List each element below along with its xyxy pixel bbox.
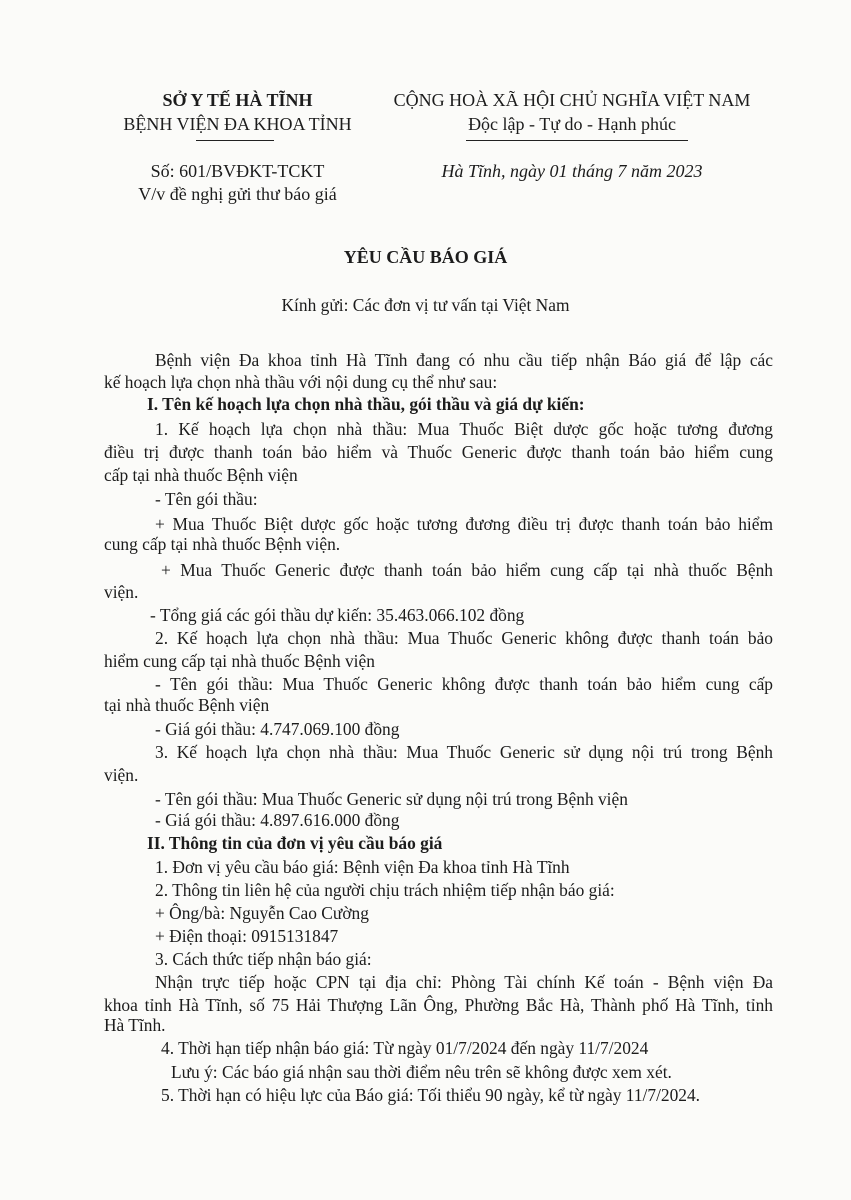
nation-title: CỘNG HOÀ XÃ HỘI CHỦ NGHĨA VIỆT NAM bbox=[393, 90, 751, 110]
document-date: Hà Tĩnh, ngày 01 tháng 7 năm 2023 bbox=[441, 161, 703, 181]
body-line: kế hoạch lựa chọn nhà thầu với nội dung cụ thể như sau: bbox=[104, 372, 498, 392]
body-line: 4. Thời hạn tiếp nhận báo giá: Từ ngày 01/7/2024 đến ngày 11/7/2024 bbox=[161, 1038, 649, 1058]
body-line: hiểm cung cấp tại nhà thuốc Bệnh viện bbox=[104, 651, 375, 671]
body-line: viện. bbox=[104, 582, 139, 602]
org-line-2: BỆNH VIỆN ĐA KHOA TỈNH bbox=[123, 114, 352, 134]
body-line: 1. Đơn vị yêu cầu báo giá: Bệnh viện Đa khoa tỉnh Hà Tĩnh bbox=[155, 857, 570, 877]
body-line: - Giá gói thầu: 4.747.069.100 đồng bbox=[155, 719, 400, 739]
body-line: 2. Thông tin liên hệ của người chịu trách nhiệm tiếp nhận báo giá: bbox=[155, 880, 615, 900]
document-title: YÊU CẦU BÁO GIÁ bbox=[343, 247, 508, 267]
body-line: Bệnh viện Đa khoa tỉnh Hà Tĩnh đang có nhu cầu tiếp nhận Báo giá để lập các bbox=[155, 350, 773, 370]
body-line: cấp tại nhà thuốc Bệnh viện bbox=[104, 465, 298, 485]
body-line: + Điện thoại: 0915131847 bbox=[155, 926, 339, 946]
addressee: Kính gửi: Các đơn vị tư vấn tại Việt Nam bbox=[281, 295, 570, 315]
body-line: điều trị được thanh toán bảo hiểm và Thuốc Generic được thanh toán bảo hiểm cung bbox=[104, 442, 773, 462]
body-line: cung cấp tại nhà thuốc Bệnh viện. bbox=[104, 534, 341, 554]
body-line: - Tên gói thầu: bbox=[155, 489, 258, 509]
body-line: Hà Tĩnh. bbox=[104, 1015, 166, 1035]
document-subject: V/v đề nghị gửi thư báo giá bbox=[138, 184, 337, 204]
body-line: + Ông/bà: Nguyễn Cao Cường bbox=[155, 903, 369, 923]
org-underline bbox=[196, 140, 274, 141]
body-line: khoa tỉnh Hà Tĩnh, số 75 Hải Thượng Lãn Ông, Phường Bắc Hà, Thành phố Hà Tĩnh, tỉnh bbox=[104, 995, 773, 1015]
body-line: - Tên gói thầu: Mua Thuốc Generic không được thanh toán bảo hiểm cung cấp bbox=[155, 674, 773, 694]
motto: Độc lập - Tự do - Hạnh phúc bbox=[468, 114, 676, 134]
document-number: Số: 601/BVĐKT-TCKT bbox=[150, 161, 325, 181]
body-line: viện. bbox=[104, 765, 139, 785]
motto-underline bbox=[466, 140, 688, 141]
body-line: 3. Cách thức tiếp nhận báo giá: bbox=[155, 949, 372, 969]
body-line: + Mua Thuốc Biệt dược gốc hoặc tương đương điều trị được thanh toán bảo hiểm bbox=[155, 514, 773, 534]
body-line: - Giá gói thầu: 4.897.616.000 đồng bbox=[155, 810, 400, 830]
section-heading-2: II. Thông tin của đơn vị yêu cầu báo giá bbox=[147, 833, 443, 853]
body-line: Lưu ý: Các báo giá nhận sau thời điểm nêu trên sẽ không được xem xét. bbox=[171, 1062, 672, 1082]
body-line: 2. Kế hoạch lựa chọn nhà thầu: Mua Thuốc Generic không được thanh toán bảo bbox=[155, 628, 773, 648]
body-line: 5. Thời hạn có hiệu lực của Báo giá: Tối thiểu 90 ngày, kể từ ngày 11/7/2024. bbox=[161, 1085, 701, 1105]
body-line: - Tổng giá các gói thầu dự kiến: 35.463.066.102 đồng bbox=[150, 605, 525, 625]
body-line: 1. Kế hoạch lựa chọn nhà thầu: Mua Thuốc Biệt dược gốc hoặc tương đương bbox=[155, 419, 773, 439]
body-line: + Mua Thuốc Generic được thanh toán bảo hiểm cung cấp tại nhà thuốc Bệnh bbox=[161, 560, 773, 580]
body-line: tại nhà thuốc Bệnh viện bbox=[104, 695, 270, 715]
body-line: Nhận trực tiếp hoặc CPN tại địa chỉ: Phòng Tài chính Kế toán - Bệnh viện Đa bbox=[155, 972, 773, 992]
body-line: - Tên gói thầu: Mua Thuốc Generic sử dụng nội trú trong Bệnh viện bbox=[155, 789, 628, 809]
section-heading-1: I. Tên kế hoạch lựa chọn nhà thầu, gói thầu và giá dự kiến: bbox=[147, 394, 585, 414]
body-line: 3. Kế hoạch lựa chọn nhà thầu: Mua Thuốc Generic sử dụng nội trú trong Bệnh bbox=[155, 742, 773, 762]
org-line-1: SỞ Y TẾ HÀ TĨNH bbox=[162, 90, 313, 110]
